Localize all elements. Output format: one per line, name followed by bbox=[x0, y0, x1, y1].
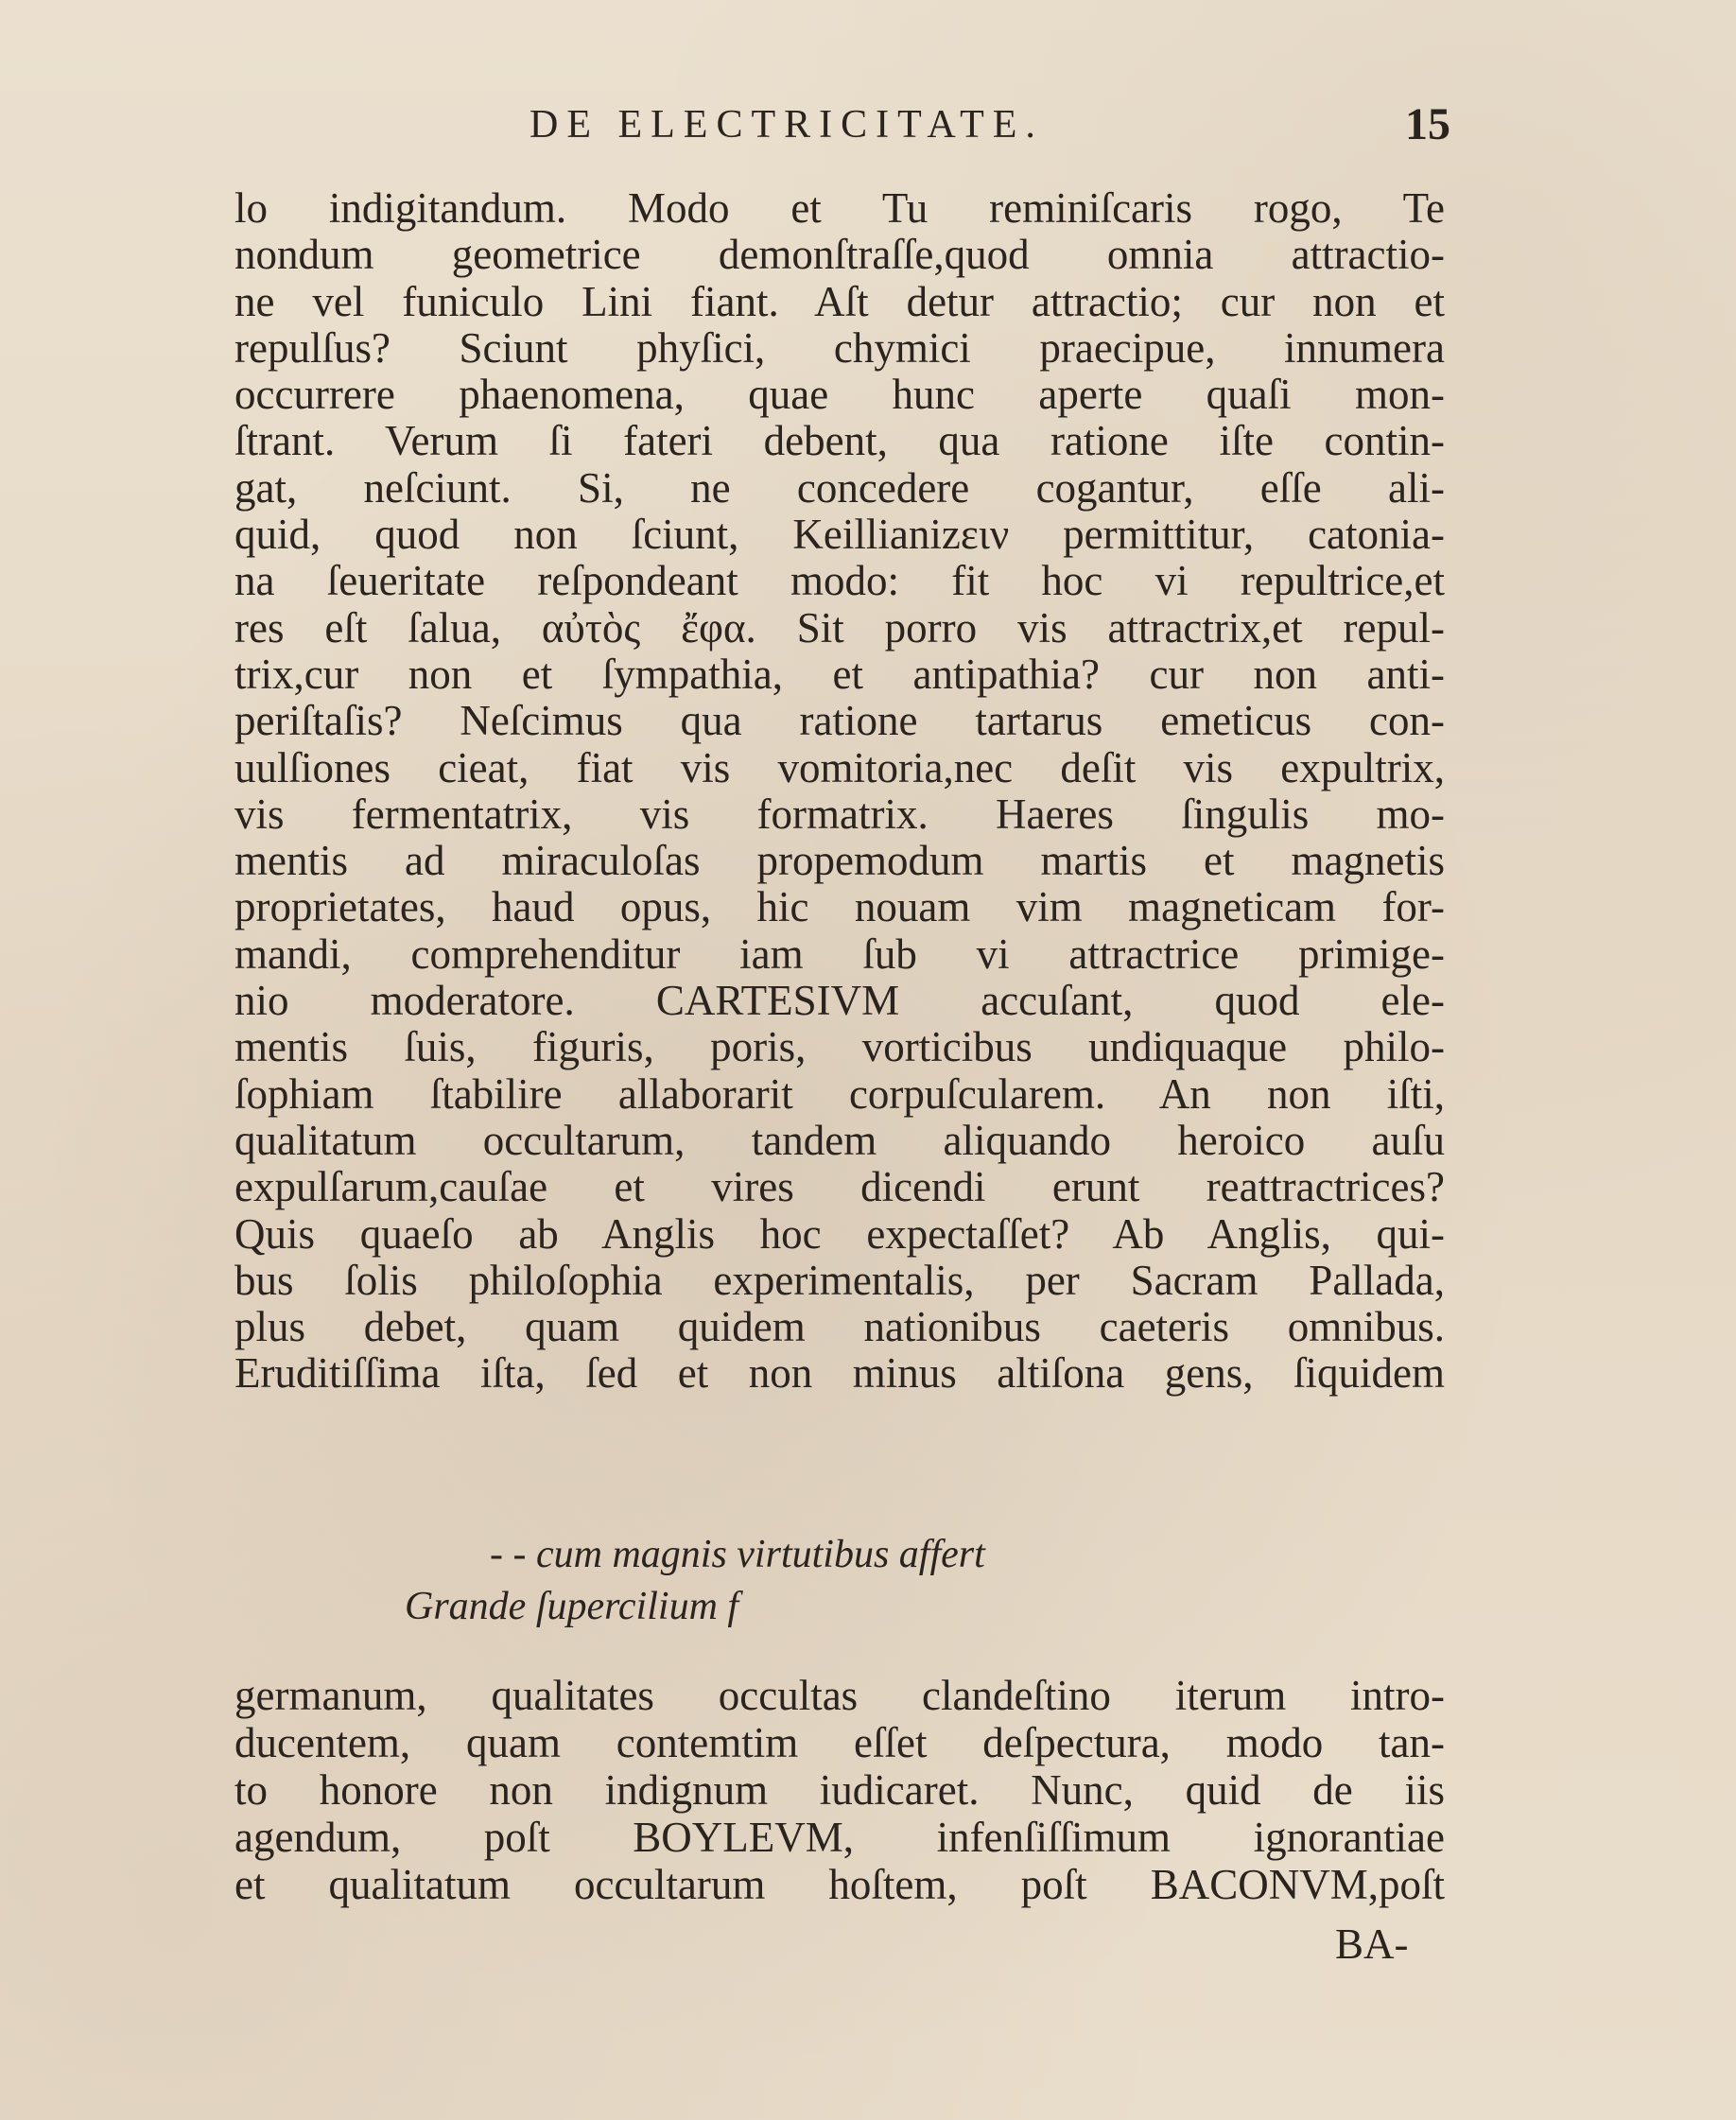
text-line: quid, quod non ſciunt, Keillianizειν permittitur, catonia- bbox=[234, 511, 1445, 559]
text-line: periſtaſis? Neſcimus qua ratione tartarus emeticus con- bbox=[234, 697, 1445, 745]
verse-quote-line: - - cum magnis virtutibus affert bbox=[490, 1533, 985, 1576]
text-line: ſophiam ſtabilire allaborarit corpuſcularem. An non iſti, bbox=[234, 1069, 1445, 1118]
text-line: expulſarum,cauſae et vires dicendi erunt reattractrices? bbox=[234, 1163, 1445, 1211]
text-line: et qualitatum occultarum hoſtem, poſt BACONVM,poſt bbox=[234, 1861, 1445, 1908]
running-head: DE ELECTRICITATE. bbox=[529, 103, 1044, 147]
text-line: qualitatum occultarum, tandem aliquando heroico auſu bbox=[234, 1116, 1445, 1164]
text-line: repulſus? Sciunt phyſici, chymici praecipue, innumera bbox=[234, 323, 1445, 372]
catchword: BA- bbox=[1335, 1920, 1409, 1968]
main-paragraph bbox=[234, 185, 1445, 1398]
text-line: nondum geometrice demonſtraſſe,quod omnia attractio- bbox=[234, 231, 1445, 279]
text-line: res eſt ſalua, αὐτὸς ἔφα. Sit porro vis attractrix,et repul- bbox=[234, 603, 1445, 652]
text-line: mentis ad miraculoſas propemodum martis et magnetis bbox=[234, 837, 1445, 885]
page-number: 15 bbox=[1405, 99, 1450, 149]
text-line: nio moderatore. CARTESIVM accuſant, quod ele- bbox=[234, 977, 1445, 1025]
text-line: lo indigitandum. Modo et Tu reminiſcaris rogo, Te bbox=[234, 184, 1445, 232]
text-line: bus ſolis philoſophia experimentalis, per Sacram Pallada, bbox=[234, 1256, 1445, 1304]
text-line: trix,cur non et ſympathia, et antipathia? cur non anti- bbox=[234, 650, 1445, 698]
text-line: occurrere phaenomena, quae hunc aperte quaſi mon- bbox=[234, 371, 1445, 419]
text-line: gat, neſciunt. Si, ne concedere cogantur, eſſe ali- bbox=[234, 463, 1445, 512]
text-line: germanum, qualitates occultas clandeſtino iterum intro- bbox=[234, 1672, 1445, 1719]
text-line: mandi, comprehenditur iam ſub vi attractrice primige- bbox=[234, 930, 1445, 978]
text-line: vis fermentatrix, vis formatrix. Haeres ſingulis mo- bbox=[234, 790, 1445, 838]
text-line: ſtrant. Verum ſi fateri debent, qua ratione iſte contin- bbox=[234, 417, 1445, 465]
text-line: na ſeueritate reſpondeant modo: fit hoc vi repultrice,et bbox=[234, 557, 1445, 605]
text-line: uulſiones cieat, fiat vis vomitoria,nec deſit vis expultrix, bbox=[234, 743, 1445, 791]
text-line: to honore non indignum iudicaret. Nunc, quid de iis bbox=[234, 1766, 1445, 1814]
text-line: ne vel funiculo Lini fiant. Aſt detur attractio; cur non et bbox=[234, 277, 1445, 325]
continuation-paragraph bbox=[234, 1672, 1445, 1908]
text-line: Quis quaeſo ab Anglis hoc expectaſſet? Ab Anglis, qui- bbox=[234, 1209, 1445, 1258]
verse-quote-line: Grande ſupercilium f bbox=[405, 1585, 739, 1628]
text-line: ducentem, quam contemtim eſſet deſpectura, modo tan- bbox=[234, 1719, 1445, 1766]
text-line: Eruditiſſima iſta, ſed et non minus altiſona gens, ſiquidem bbox=[234, 1349, 1445, 1398]
text-line: agendum, poſt BOYLEVM, infenſiſſimum ignorantiae bbox=[234, 1814, 1445, 1861]
text-line: plus debet, quam quidem nationibus caeteris omnibus. bbox=[234, 1303, 1445, 1351]
text-line: proprietates, haud opus, hic nouam vim magneticam for- bbox=[234, 883, 1445, 931]
text-line: mentis ſuis, figuris, poris, vorticibus undiquaque philo- bbox=[234, 1023, 1445, 1071]
